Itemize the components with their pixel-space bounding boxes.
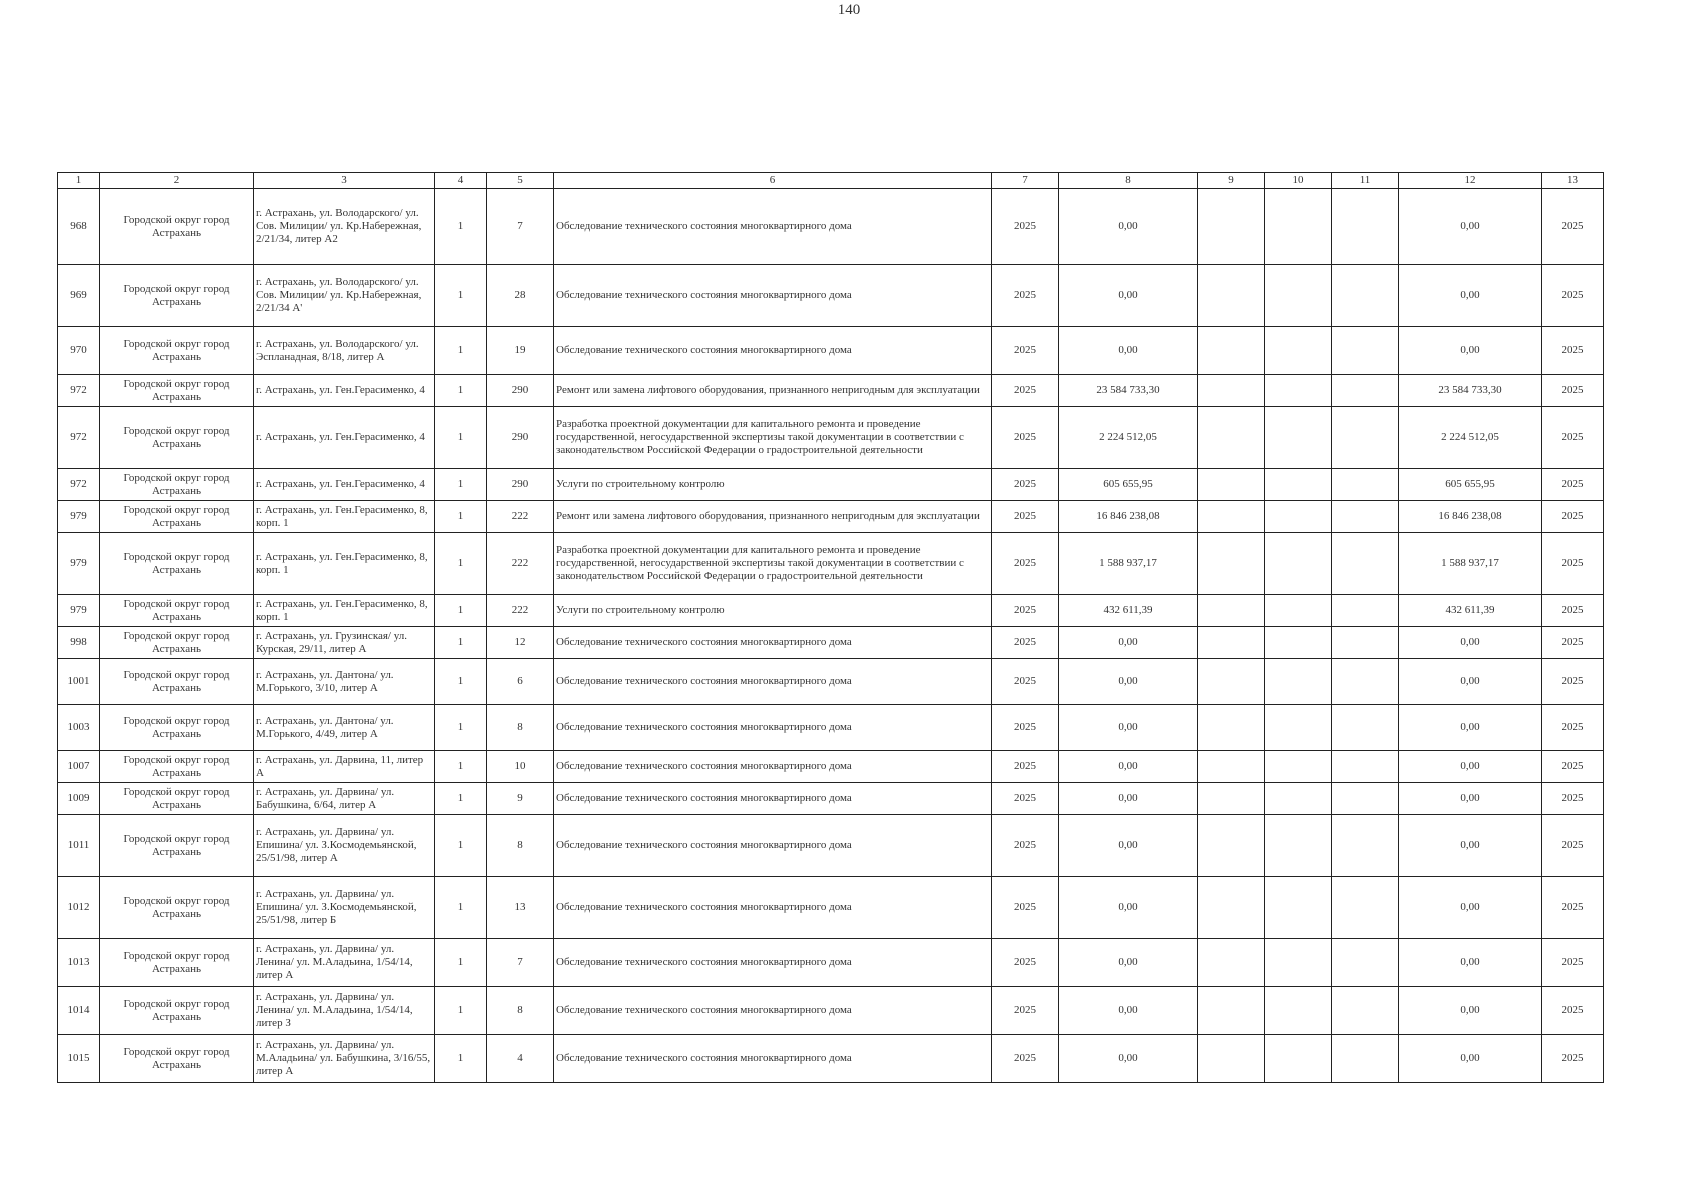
cell-total-cost: 0,00	[1059, 815, 1198, 877]
cell-col13-year: 2025	[1542, 595, 1604, 627]
cell-col11	[1332, 783, 1399, 815]
cell-year: 2025	[992, 327, 1059, 375]
cell-col9	[1198, 939, 1265, 987]
cell-number: 1015	[58, 1035, 100, 1083]
cell-year: 2025	[992, 595, 1059, 627]
cell-col13-year: 2025	[1542, 783, 1604, 815]
cell-year: 2025	[992, 407, 1059, 469]
cell-address: г. Астрахань, ул. Грузинская/ ул. Курская, 29/11, литер А	[254, 627, 435, 659]
cell-col5: 222	[487, 501, 554, 533]
cell-work-type: Обследование технического состояния многоквартирного дома	[554, 327, 992, 375]
cell-col5: 8	[487, 987, 554, 1035]
cell-col5: 290	[487, 407, 554, 469]
cell-col4: 1	[435, 469, 487, 501]
column-header: 2	[100, 173, 254, 189]
cell-col4: 1	[435, 533, 487, 595]
cell-col4: 1	[435, 327, 487, 375]
cell-col12-cost: 605 655,95	[1399, 469, 1542, 501]
cell-col12-cost: 16 846 238,08	[1399, 501, 1542, 533]
cell-col9	[1198, 375, 1265, 407]
cell-col5: 13	[487, 877, 554, 939]
table-row	[58, 705, 1604, 751]
cell-col4: 1	[435, 783, 487, 815]
cell-col9	[1198, 1035, 1265, 1083]
cell-work-type: Ремонт или замена лифтового оборудования, признанного непригодным для эксплуатации	[554, 375, 992, 407]
table-row	[58, 987, 1604, 1035]
column-header: 7	[992, 173, 1059, 189]
cell-col5: 9	[487, 783, 554, 815]
column-header: 6	[554, 173, 992, 189]
table-body	[58, 189, 1604, 1083]
cell-year: 2025	[992, 501, 1059, 533]
cell-col4: 1	[435, 751, 487, 783]
cell-address: г. Астрахань, ул. Володарского/ ул. Сов. Милиции/ ул. Кр.Набережная, 2/21/34 А'	[254, 265, 435, 327]
cell-col10	[1265, 939, 1332, 987]
cell-col9	[1198, 469, 1265, 501]
repair-program-table	[57, 172, 1604, 1083]
cell-col11	[1332, 189, 1399, 265]
cell-number: 969	[58, 265, 100, 327]
cell-col12-cost: 0,00	[1399, 751, 1542, 783]
cell-col4: 1	[435, 815, 487, 877]
cell-year: 2025	[992, 751, 1059, 783]
cell-address: г. Астрахань, ул. Ген.Герасименко, 4	[254, 469, 435, 501]
cell-col12-cost: 0,00	[1399, 877, 1542, 939]
cell-col4: 1	[435, 987, 487, 1035]
cell-col5: 290	[487, 375, 554, 407]
cell-total-cost: 0,00	[1059, 877, 1198, 939]
cell-col13-year: 2025	[1542, 659, 1604, 705]
cell-col13-year: 2025	[1542, 627, 1604, 659]
cell-total-cost: 0,00	[1059, 627, 1198, 659]
cell-col13-year: 2025	[1542, 751, 1604, 783]
cell-col10	[1265, 533, 1332, 595]
cell-col4: 1	[435, 939, 487, 987]
cell-number: 979	[58, 595, 100, 627]
cell-col11	[1332, 987, 1399, 1035]
cell-col12-cost: 0,00	[1399, 659, 1542, 705]
cell-address: г. Астрахань, ул. Дантона/ ул. М.Горького, 4/49, литер А	[254, 705, 435, 751]
cell-col10	[1265, 375, 1332, 407]
cell-col9	[1198, 751, 1265, 783]
cell-col11	[1332, 407, 1399, 469]
cell-work-type: Обследование технического состояния многоквартирного дома	[554, 815, 992, 877]
cell-col11	[1332, 265, 1399, 327]
cell-year: 2025	[992, 877, 1059, 939]
cell-col10	[1265, 407, 1332, 469]
table-row	[58, 783, 1604, 815]
cell-col5: 7	[487, 939, 554, 987]
cell-col11	[1332, 501, 1399, 533]
table-row	[58, 501, 1604, 533]
cell-col10	[1265, 595, 1332, 627]
table-row	[58, 265, 1604, 327]
column-header: 12	[1399, 173, 1542, 189]
cell-total-cost: 0,00	[1059, 987, 1198, 1035]
cell-col13-year: 2025	[1542, 407, 1604, 469]
cell-col13-year: 2025	[1542, 987, 1604, 1035]
cell-col10	[1265, 501, 1332, 533]
cell-year: 2025	[992, 939, 1059, 987]
cell-col13-year: 2025	[1542, 469, 1604, 501]
table-row	[58, 189, 1604, 265]
cell-col12-cost: 0,00	[1399, 189, 1542, 265]
cell-total-cost: 0,00	[1059, 1035, 1198, 1083]
cell-total-cost: 1 588 937,17	[1059, 533, 1198, 595]
column-number-row	[58, 173, 1604, 189]
cell-col11	[1332, 877, 1399, 939]
cell-col11	[1332, 327, 1399, 375]
cell-number: 1009	[58, 783, 100, 815]
cell-municipality: Городской округ город Астрахань	[100, 407, 254, 469]
cell-col12-cost: 0,00	[1399, 1035, 1542, 1083]
cell-col4: 1	[435, 265, 487, 327]
column-header: 1	[58, 173, 100, 189]
cell-number: 972	[58, 469, 100, 501]
cell-address: г. Астрахань, ул. Дарвина/ ул. Ленина/ ул. М.Аладьина, 1/54/14, литер З	[254, 987, 435, 1035]
cell-col11	[1332, 375, 1399, 407]
cell-col9	[1198, 705, 1265, 751]
cell-year: 2025	[992, 189, 1059, 265]
cell-number: 968	[58, 189, 100, 265]
cell-col13-year: 2025	[1542, 265, 1604, 327]
cell-col5: 12	[487, 627, 554, 659]
cell-col5: 222	[487, 533, 554, 595]
table-row	[58, 469, 1604, 501]
cell-col11	[1332, 627, 1399, 659]
cell-address: г. Астрахань, ул. Дантона/ ул. М.Горького, 3/10, литер А	[254, 659, 435, 705]
cell-work-type: Услуги по строительному контролю	[554, 595, 992, 627]
cell-total-cost: 0,00	[1059, 327, 1198, 375]
cell-municipality: Городской округ город Астрахань	[100, 265, 254, 327]
table-row	[58, 327, 1604, 375]
cell-work-type: Ремонт или замена лифтового оборудования, признанного непригодным для эксплуатации	[554, 501, 992, 533]
table-row	[58, 815, 1604, 877]
cell-col12-cost: 23 584 733,30	[1399, 375, 1542, 407]
cell-col10	[1265, 469, 1332, 501]
cell-total-cost: 605 655,95	[1059, 469, 1198, 501]
cell-col10	[1265, 189, 1332, 265]
cell-work-type: Обследование технического состояния многоквартирного дома	[554, 189, 992, 265]
cell-col12-cost: 0,00	[1399, 705, 1542, 751]
column-header: 9	[1198, 173, 1265, 189]
cell-col11	[1332, 595, 1399, 627]
cell-address: г. Астрахань, ул. Володарского/ ул. Сов. Милиции/ ул. Кр.Набережная, 2/21/34, литер А2	[254, 189, 435, 265]
cell-col5: 6	[487, 659, 554, 705]
column-header: 11	[1332, 173, 1399, 189]
cell-col13-year: 2025	[1542, 939, 1604, 987]
column-header: 4	[435, 173, 487, 189]
cell-col10	[1265, 327, 1332, 375]
cell-address: г. Астрахань, ул. Ген.Герасименко, 8, корп. 1	[254, 533, 435, 595]
cell-municipality: Городской округ город Астрахань	[100, 627, 254, 659]
cell-col12-cost: 0,00	[1399, 265, 1542, 327]
cell-address: г. Астрахань, ул. Дарвина/ ул. Ленина/ ул. М.Аладьина, 1/54/14, литер А	[254, 939, 435, 987]
cell-year: 2025	[992, 627, 1059, 659]
cell-col9	[1198, 501, 1265, 533]
cell-total-cost: 0,00	[1059, 939, 1198, 987]
cell-work-type: Разработка проектной документации для капитального ремонта и проведение государственной, негосударственной экспертизы такой документации в соответствии с законодательством Российской Федерации о градостроительной деятельности	[554, 407, 992, 469]
cell-col9	[1198, 189, 1265, 265]
cell-number: 979	[58, 533, 100, 595]
table-row	[58, 595, 1604, 627]
cell-year: 2025	[992, 1035, 1059, 1083]
cell-col9	[1198, 533, 1265, 595]
cell-number: 1001	[58, 659, 100, 705]
cell-address: г. Астрахань, ул. Дарвина/ ул. М.Аладьина/ ул. Бабушкина, 3/16/55, литер А	[254, 1035, 435, 1083]
cell-col10	[1265, 1035, 1332, 1083]
cell-year: 2025	[992, 783, 1059, 815]
cell-total-cost: 0,00	[1059, 659, 1198, 705]
table-row	[58, 407, 1604, 469]
cell-number: 1014	[58, 987, 100, 1035]
table-row	[58, 533, 1604, 595]
cell-col12-cost: 0,00	[1399, 783, 1542, 815]
cell-number: 979	[58, 501, 100, 533]
cell-address: г. Астрахань, ул. Дарвина/ ул. Бабушкина, 6/64, литер А	[254, 783, 435, 815]
cell-work-type: Обследование технического состояния многоквартирного дома	[554, 705, 992, 751]
cell-year: 2025	[992, 987, 1059, 1035]
cell-col4: 1	[435, 375, 487, 407]
column-header: 13	[1542, 173, 1604, 189]
cell-address: г. Астрахань, ул. Ген.Герасименко, 8, корп. 1	[254, 501, 435, 533]
cell-municipality: Городской округ город Астрахань	[100, 877, 254, 939]
cell-col4: 1	[435, 705, 487, 751]
cell-col4: 1	[435, 659, 487, 705]
cell-address: г. Астрахань, ул. Ген.Герасименко, 4	[254, 407, 435, 469]
cell-number: 970	[58, 327, 100, 375]
cell-col5: 222	[487, 595, 554, 627]
cell-col10	[1265, 987, 1332, 1035]
cell-work-type: Обследование технического состояния многоквартирного дома	[554, 659, 992, 705]
cell-total-cost: 432 611,39	[1059, 595, 1198, 627]
cell-col9	[1198, 595, 1265, 627]
table-row	[58, 751, 1604, 783]
cell-year: 2025	[992, 705, 1059, 751]
page-number: 140	[837, 2, 861, 18]
table-row	[58, 1035, 1604, 1083]
cell-total-cost: 0,00	[1059, 751, 1198, 783]
cell-municipality: Городской округ город Астрахань	[100, 189, 254, 265]
cell-col10	[1265, 627, 1332, 659]
cell-municipality: Городской округ город Астрахань	[100, 815, 254, 877]
cell-col12-cost: 0,00	[1399, 815, 1542, 877]
cell-number: 1012	[58, 877, 100, 939]
cell-number: 998	[58, 627, 100, 659]
cell-address: г. Астрахань, ул. Володарского/ ул. Эспланадная, 8/18, литер А	[254, 327, 435, 375]
cell-year: 2025	[992, 815, 1059, 877]
cell-total-cost: 23 584 733,30	[1059, 375, 1198, 407]
cell-col9	[1198, 627, 1265, 659]
cell-year: 2025	[992, 533, 1059, 595]
cell-total-cost: 16 846 238,08	[1059, 501, 1198, 533]
cell-col12-cost: 0,00	[1399, 627, 1542, 659]
cell-municipality: Городской округ город Астрахань	[100, 987, 254, 1035]
cell-col11	[1332, 659, 1399, 705]
cell-col9	[1198, 265, 1265, 327]
cell-col5: 290	[487, 469, 554, 501]
cell-work-type: Обследование технического состояния многоквартирного дома	[554, 877, 992, 939]
cell-col13-year: 2025	[1542, 375, 1604, 407]
cell-col10	[1265, 815, 1332, 877]
cell-col9	[1198, 877, 1265, 939]
cell-col5: 19	[487, 327, 554, 375]
cell-col4: 1	[435, 627, 487, 659]
cell-col12-cost: 0,00	[1399, 939, 1542, 987]
cell-year: 2025	[992, 659, 1059, 705]
cell-number: 1003	[58, 705, 100, 751]
column-header: 3	[254, 173, 435, 189]
cell-number: 972	[58, 375, 100, 407]
table-row	[58, 375, 1604, 407]
cell-col12-cost: 0,00	[1399, 327, 1542, 375]
cell-col12-cost: 0,00	[1399, 987, 1542, 1035]
cell-address: г. Астрахань, ул. Дарвина, 11, литер А	[254, 751, 435, 783]
cell-year: 2025	[992, 375, 1059, 407]
cell-number: 1013	[58, 939, 100, 987]
cell-col13-year: 2025	[1542, 1035, 1604, 1083]
cell-col9	[1198, 327, 1265, 375]
cell-total-cost: 2 224 512,05	[1059, 407, 1198, 469]
cell-col5: 7	[487, 189, 554, 265]
cell-col5: 28	[487, 265, 554, 327]
column-header: 10	[1265, 173, 1332, 189]
cell-work-type: Обследование технического состояния многоквартирного дома	[554, 751, 992, 783]
cell-col13-year: 2025	[1542, 327, 1604, 375]
cell-col11	[1332, 469, 1399, 501]
cell-col4: 1	[435, 189, 487, 265]
cell-municipality: Городской округ город Астрахань	[100, 533, 254, 595]
cell-year: 2025	[992, 265, 1059, 327]
cell-col13-year: 2025	[1542, 533, 1604, 595]
cell-total-cost: 0,00	[1059, 705, 1198, 751]
cell-work-type: Услуги по строительному контролю	[554, 469, 992, 501]
cell-col4: 1	[435, 595, 487, 627]
cell-col9	[1198, 783, 1265, 815]
column-header: 5	[487, 173, 554, 189]
cell-col9	[1198, 659, 1265, 705]
cell-address: г. Астрахань, ул. Дарвина/ ул. Епишина/ ул. З.Космодемьянской, 25/51/98, литер А	[254, 815, 435, 877]
cell-col12-cost: 1 588 937,17	[1399, 533, 1542, 595]
cell-col13-year: 2025	[1542, 705, 1604, 751]
cell-total-cost: 0,00	[1059, 783, 1198, 815]
cell-col9	[1198, 987, 1265, 1035]
cell-col11	[1332, 815, 1399, 877]
cell-municipality: Городской округ город Астрахань	[100, 327, 254, 375]
cell-municipality: Городской округ город Астрахань	[100, 469, 254, 501]
cell-number: 972	[58, 407, 100, 469]
cell-col4: 1	[435, 877, 487, 939]
cell-col10	[1265, 659, 1332, 705]
cell-col10	[1265, 783, 1332, 815]
cell-col4: 1	[435, 407, 487, 469]
cell-total-cost: 0,00	[1059, 265, 1198, 327]
cell-col9	[1198, 815, 1265, 877]
cell-col11	[1332, 939, 1399, 987]
cell-col12-cost: 432 611,39	[1399, 595, 1542, 627]
cell-municipality: Городской округ город Астрахань	[100, 783, 254, 815]
cell-col9	[1198, 407, 1265, 469]
cell-address: г. Астрахань, ул. Ген.Герасименко, 4	[254, 375, 435, 407]
cell-col4: 1	[435, 1035, 487, 1083]
cell-col5: 8	[487, 705, 554, 751]
cell-municipality: Городской округ город Астрахань	[100, 375, 254, 407]
cell-address: г. Астрахань, ул. Ген.Герасименко, 8, корп. 1	[254, 595, 435, 627]
cell-municipality: Городской округ город Астрахань	[100, 595, 254, 627]
cell-work-type: Обследование технического состояния многоквартирного дома	[554, 939, 992, 987]
cell-col5: 4	[487, 1035, 554, 1083]
cell-col13-year: 2025	[1542, 877, 1604, 939]
cell-col10	[1265, 877, 1332, 939]
cell-municipality: Городской округ город Астрахань	[100, 501, 254, 533]
cell-col12-cost: 2 224 512,05	[1399, 407, 1542, 469]
cell-municipality: Городской округ город Астрахань	[100, 939, 254, 987]
cell-col13-year: 2025	[1542, 189, 1604, 265]
cell-col11	[1332, 705, 1399, 751]
cell-address: г. Астрахань, ул. Дарвина/ ул. Епишина/ ул. З.Космодемьянской, 25/51/98, литер Б	[254, 877, 435, 939]
cell-col11	[1332, 1035, 1399, 1083]
cell-col10	[1265, 751, 1332, 783]
cell-municipality: Городской округ город Астрахань	[100, 1035, 254, 1083]
cell-col13-year: 2025	[1542, 815, 1604, 877]
cell-year: 2025	[992, 469, 1059, 501]
cell-col10	[1265, 705, 1332, 751]
cell-work-type: Разработка проектной документации для капитального ремонта и проведение государственной, негосударственной экспертизы такой документации в соответствии с законодательством Российской Федерации о градостроительной деятельности	[554, 533, 992, 595]
cell-municipality: Городской округ город Астрахань	[100, 659, 254, 705]
cell-col11	[1332, 751, 1399, 783]
cell-total-cost: 0,00	[1059, 189, 1198, 265]
table-row	[58, 939, 1604, 987]
cell-work-type: Обследование технического состояния многоквартирного дома	[554, 987, 992, 1035]
column-header: 8	[1059, 173, 1198, 189]
cell-col13-year: 2025	[1542, 501, 1604, 533]
cell-work-type: Обследование технического состояния многоквартирного дома	[554, 265, 992, 327]
table-row	[58, 627, 1604, 659]
cell-col10	[1265, 265, 1332, 327]
cell-municipality: Городской округ город Астрахань	[100, 705, 254, 751]
cell-col11	[1332, 533, 1399, 595]
cell-work-type: Обследование технического состояния многоквартирного дома	[554, 783, 992, 815]
cell-work-type: Обследование технического состояния многоквартирного дома	[554, 1035, 992, 1083]
cell-col4: 1	[435, 501, 487, 533]
cell-number: 1007	[58, 751, 100, 783]
cell-col5: 10	[487, 751, 554, 783]
cell-work-type: Обследование технического состояния многоквартирного дома	[554, 627, 992, 659]
cell-municipality: Городской округ город Астрахань	[100, 751, 254, 783]
table-row	[58, 659, 1604, 705]
table-row	[58, 877, 1604, 939]
cell-number: 1011	[58, 815, 100, 877]
cell-col5: 8	[487, 815, 554, 877]
